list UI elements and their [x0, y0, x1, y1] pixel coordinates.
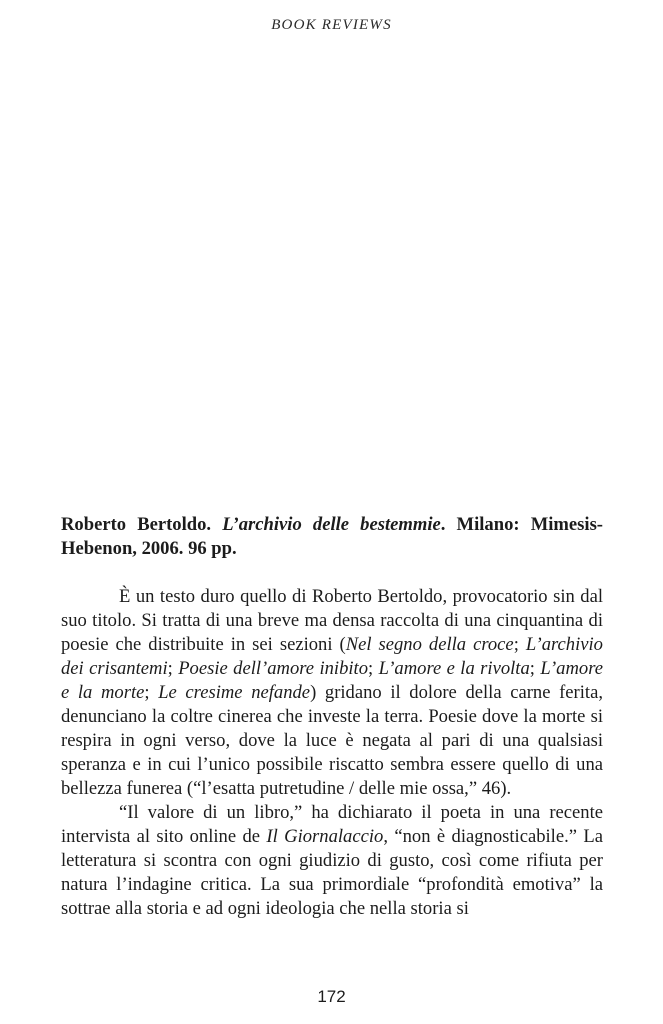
- running-head: BOOK REVIEWS: [271, 17, 392, 33]
- text-run: ;: [368, 658, 379, 679]
- book-citation: [61, 513, 603, 561]
- page-number: 172: [317, 987, 346, 1006]
- text-run: , “non è diagnosticabile.” La letteratura si scontra con ogni giudizio di gusto, così come rifiuta per natura l’indagine critica. La sua primordiale “profondità emotiva” la sottrae alla storia e ad ogni ideologia che nella storia si: [61, 826, 603, 919]
- italic-text: Poesie dell’amore inibito: [178, 658, 369, 679]
- text-run: ;: [529, 658, 541, 679]
- citation-title: L’archivio delle bestemmie: [222, 514, 441, 535]
- italic-text: Il Giornalaccio: [266, 826, 384, 847]
- italic-text: Le cresime nefande: [158, 682, 311, 703]
- text-run: ;: [513, 634, 526, 655]
- text-run: ;: [167, 658, 179, 679]
- text-run: “Il valore di un libro,” ha dichiarato il poeta in una recente intervista al sito online de: [61, 802, 603, 847]
- citation-publication: . Milano: Mimesis-Hebenon, 2006. 96 pp.: [61, 514, 603, 559]
- text-run: ;: [144, 682, 159, 703]
- review-body: [61, 585, 603, 921]
- italic-text: L’amore e la rivolta: [378, 658, 530, 679]
- italic-text: Nel segno della croce: [345, 634, 514, 655]
- italic-text: L’archivio dei crisantemi: [61, 634, 603, 679]
- review-paragraph-1: [61, 585, 603, 801]
- text-run: È un testo duro quello di Roberto Bertoldo, provocatorio sin dal suo titolo. Si tratta di una breve ma densa raccolta di una cinquantina di poesie che distribuite in sei sezioni (: [61, 586, 603, 655]
- text-run: ) gridano il dolore della carne ferita, denunciano la coltre cinerea che investe la terra. Poesie dove la morte si respira in ogni verso, dove la luce è negata al pari di una qualsiasi speranza e in cui l’unico possibile riscatto sembra essere quello di una bellezza funerea (“l’esatta putretudine / delle mie ossa,” 46).: [61, 682, 603, 799]
- italic-text: L’amore e la morte: [61, 658, 603, 703]
- review-paragraph-2: [61, 801, 603, 921]
- citation-author: Roberto Bertoldo.: [61, 514, 212, 535]
